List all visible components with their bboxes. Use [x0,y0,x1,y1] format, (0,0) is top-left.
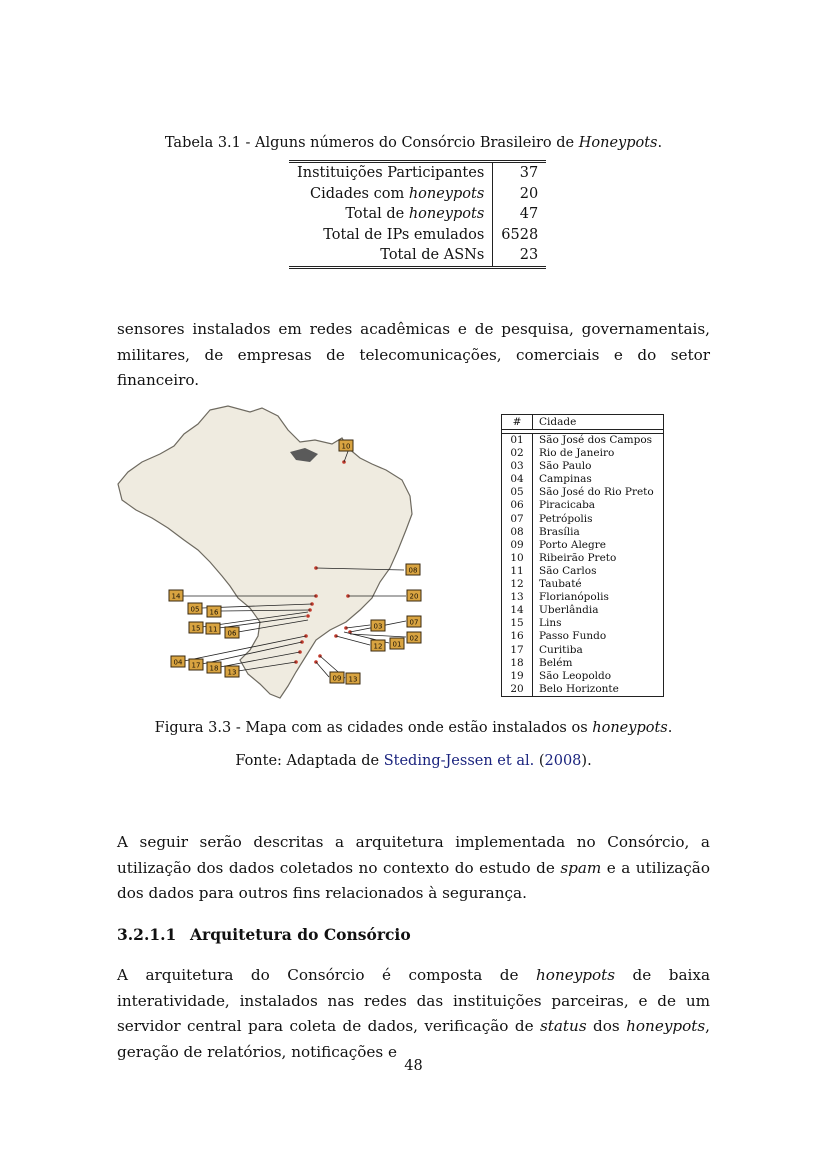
city-label-text: 10 [341,442,351,451]
city-name: Ribeirão Preto [539,551,617,564]
table-row [502,591,663,604]
table-caption: Tabela 3.1 - Alguns números do Consórcio Brasileiro de Honeypots. [164,135,663,151]
table-row: Instituições Participantes 37 [289,162,546,184]
city-name: Piracicaba [539,499,596,512]
city-label-text: 12 [373,642,383,651]
paragraph: sensores instalados em redes acadêmicas e de pesquisa, governamentais, militares, de empresas de telecomunicações, comerciais e do setor financeiro. [117,320,710,389]
city-label-box [371,640,385,651]
city-name: Curitiba [539,643,583,656]
city-name: Florianópolis [539,591,609,604]
brazil-map [110,400,430,705]
city-name: São Carlos [539,564,597,577]
city-name: São José do Rio Preto [539,486,654,499]
city-label-box [225,627,239,638]
city-label-box [189,622,203,633]
figure-caption: Figura 3.3 - Mapa com as cidades onde estão instalados os honeypots. [154,720,673,736]
city-label-box [390,638,404,649]
city-label-box [339,440,353,451]
city-name: Lins [539,617,562,630]
paragraph: A arquitetura do Consórcio é composta de honeypots de baixa interatividade, instalados nas redes das instituições parceiras, e de um servidor central para coleta de dados, verificação de status dos honeypots, geração de relatórios, notificações e [117,966,710,1061]
city-number: 04 [502,473,533,486]
city-number: 12 [502,578,533,591]
city-name: Belo Horizonte [539,682,619,695]
city-label-text: 20 [409,592,419,601]
table-row [502,617,663,630]
city-label-text: 16 [209,608,219,617]
city-label-box [330,672,344,683]
citation-link[interactable]: Steding-Jessen et al. [383,753,535,769]
table-row [502,683,663,696]
city-number: 08 [502,526,533,539]
table-row [502,644,663,657]
city-label-box [207,662,221,673]
city-label-text: 11 [208,625,218,634]
city-table-header: # Cidade [502,415,663,430]
city-label-text: 14 [171,592,181,601]
city-number: 20 [502,683,533,696]
city-label-text: 13 [227,668,237,677]
city-name: Passo Fundo [539,630,607,643]
city-label-box [207,606,221,617]
city-label-text: 13 [348,675,358,684]
city-label-box [171,656,185,667]
city-name: São Paulo [539,460,592,473]
city-label-box [407,616,421,627]
table-row [502,604,663,617]
city-name: Porto Alegre [539,538,606,551]
city-label-text: 17 [191,661,201,670]
table-row [502,434,663,447]
city-number: 06 [502,499,533,512]
city-label-box [406,564,420,575]
city-table [501,414,664,697]
city-number: 19 [502,670,533,683]
section-heading: 3.2.1.1 Arquitetura do Consórcio [117,925,411,944]
city-label-text: 03 [373,622,383,631]
table-row: Cidades com honeypots 20 [289,184,546,205]
table-row [502,447,663,460]
city-label-box [225,666,239,677]
table-row: Total de honeypots 47 [289,204,546,225]
city-name: São Leopoldo [539,669,612,682]
table-row: Total de ASNs 23 [289,245,546,267]
honeypot-stats-table [289,160,546,269]
city-number: 02 [502,447,533,460]
city-label-box [407,632,421,643]
city-label-box [371,620,385,631]
city-number: 11 [502,565,533,578]
city-number: 03 [502,460,533,473]
city-label-text: 05 [190,605,200,614]
table-row [502,670,663,683]
city-label-box [189,659,203,670]
city-number: 17 [502,644,533,657]
table-row [502,526,663,539]
city-name: Petrópolis [539,512,593,525]
leader-line [346,625,370,628]
city-label-box [206,623,220,634]
city-name: Campinas [539,473,592,486]
brazil-outline [118,406,412,698]
city-label-text: 08 [408,566,418,575]
table-row [502,473,663,486]
paragraph: A seguir serão descritas a arquitetura implementada no Consórcio, a utilização dos dados coletados no contexto do estudo de spam e a utilização dos dados para outros fins relacionados à segurança. [117,833,710,902]
city-point [306,614,310,618]
city-number: 16 [502,630,533,643]
city-number: 01 [502,434,533,447]
table-row [502,578,663,591]
citation-year-link[interactable]: 2008 [544,753,582,769]
city-name: Taubaté [539,578,582,591]
page-number: 48 [404,1058,423,1074]
city-number: 18 [502,657,533,670]
city-label-text: 09 [332,674,342,683]
city-number: 13 [502,591,533,604]
table-row [502,630,663,643]
city-number: 14 [502,604,533,617]
city-name: Brasília [539,525,580,538]
city-table-body [502,433,663,696]
city-label-box [169,590,183,601]
table-row: Total de IPs emulados 6528 [289,225,546,246]
city-label-text: 02 [409,634,419,643]
table-row [502,513,663,526]
city-label-box [407,590,421,601]
city-label-text: 06 [227,629,237,638]
city-number: 15 [502,617,533,630]
figure-source: Fonte: Adaptada de Steding-Jessen et al. (2008). [235,753,592,769]
city-number: 05 [502,486,533,499]
city-name: Uberlândia [539,604,599,617]
city-label-text: 04 [173,658,183,667]
city-label-box [346,673,360,684]
leader-line [316,662,329,677]
table-row [502,565,663,578]
city-name: São José dos Campos [539,434,653,446]
city-number: 10 [502,552,533,565]
city-label-text: 15 [191,624,201,633]
city-name: Rio de Janeiro [539,447,615,460]
table-row [502,552,663,565]
table-row [502,460,663,473]
table-row [502,499,663,512]
city-number: 09 [502,539,533,552]
city-name: Belém [539,656,573,669]
city-label-text: 07 [409,618,419,627]
table-row [502,657,663,670]
city-label-box [188,603,202,614]
city-label-text: 18 [209,664,219,673]
table-row [502,539,663,552]
city-number: 07 [502,513,533,526]
city-label-text: 01 [392,640,402,649]
table-row [502,486,663,499]
